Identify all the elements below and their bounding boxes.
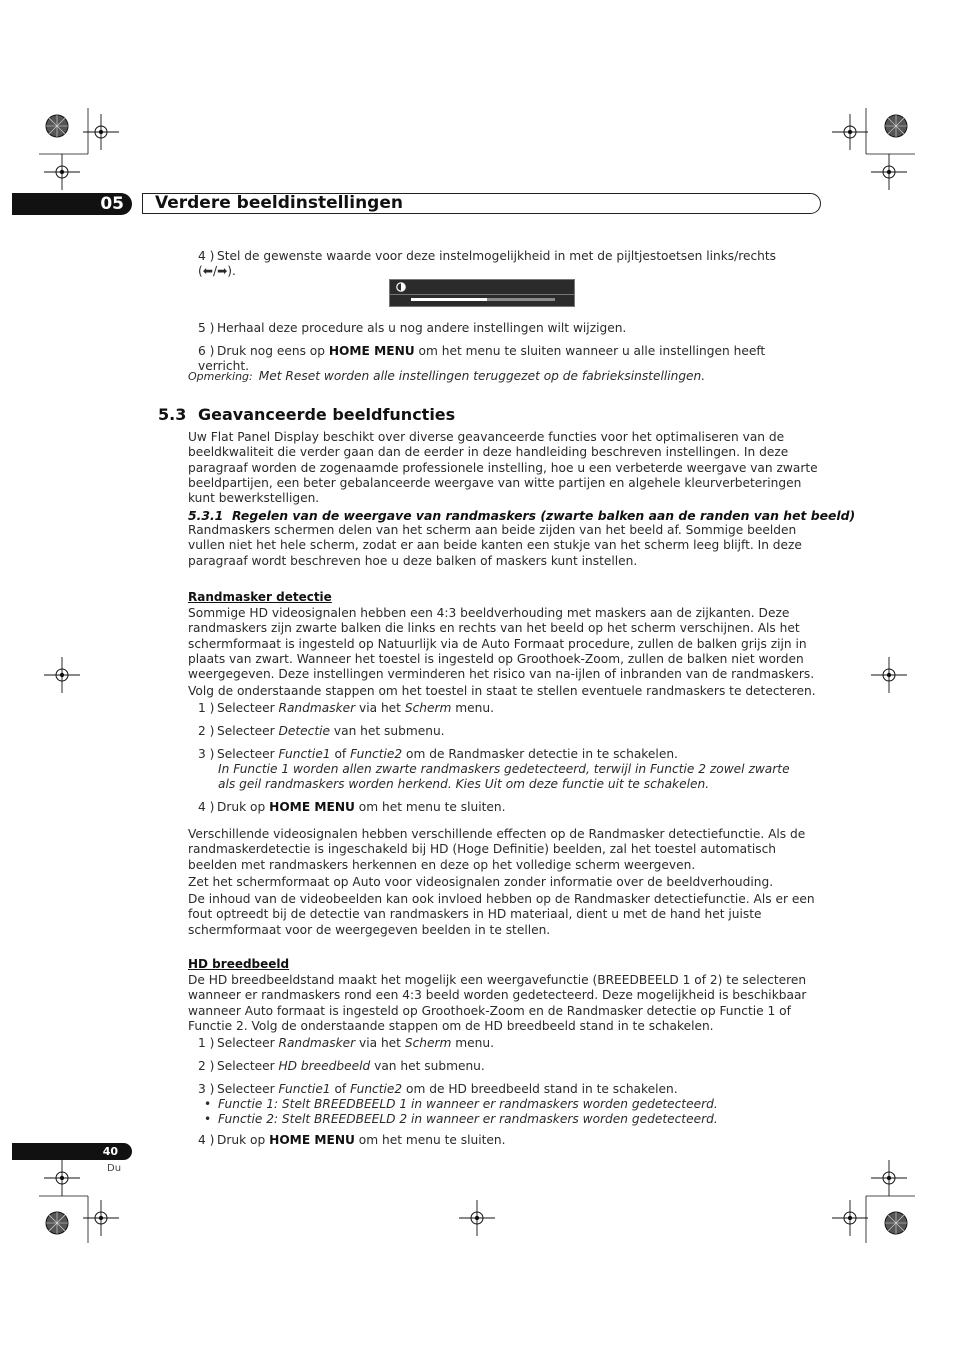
note-text: Met Reset worden alle instellingen teruggezet op de fabrieksinstellingen. [258, 369, 706, 383]
hd-paragraph-1: De HD breedbeeldstand maakt het mogelijk een weergavefunctie (BREEDBEELD 1 of 2) te selecteren wanneer er randmaskers rond een 4:3 beeld worden gedetecteerd. Deze mogelijkheid is beschikbaar wanneer Auto formaat is ingesteld op Groothoek-Zoom en de Randmasker detectie op Functie 1 of Functie 2. Volg de onderstaande stappen om de HD breedbeeld stand in te schakelen. [188, 973, 807, 1033]
step-6-close-menu: 6 ) Druk nog eens op HOME MENU om het menu te sluiten wanneer u alle instellingen heeft verricht. [198, 344, 766, 373]
hd-step-4: 4 ) Druk op HOME MENU om het menu te sluiten. [198, 1133, 506, 1147]
randmasker-paragraph-2: Volg de onderstaande stappen om het toestel in staat te stellen eventuele randmaskers te detecteren. [188, 684, 816, 698]
step-4-set-value: 4 ) Stel de gewenste waarde voor deze instelmogelijkheid in met de pijltjestoetsen links/rechts (⬅/➡). [198, 249, 777, 278]
randmasker-paragraph-1: Sommige HD videosignalen hebben een 4:3 beeldverhouding met maskers aan de zijkanten. Deze randmaskers zijn zwarte balken die links en rechts van het beeld op het scherm verschijnen. Als het schermformaat is ingesteld op Natuurlijk via de Auto Formaat procedure, zullen de balken grijs zijn in plaats van zwart. Wanneer het toestel is ingesteld op Groothoek-Zoom, zullen de balken niet worden weergegeven. Deze instellingen verminderen het risico van na-ijlen of inbranden van de randmaskers. [188, 606, 815, 682]
chapter-number-tab [12, 193, 132, 215]
page-number-tab [12, 1143, 132, 1160]
note [188, 369, 705, 383]
subsection-heading: 5.3.1 Regelen van de weergave van randmaskers (zwarte balken aan de randen van het beeld) [188, 508, 856, 523]
hd-bullet-functie-2: • Functie 2: Stelt BREEDBEELD 2 in wanneer er randmaskers worden gedetecteerd. [204, 1112, 718, 1126]
randmasker-heading: Randmasker detectie [188, 590, 332, 604]
note-label: Opmerking: [188, 370, 253, 383]
page-number: 40 [102, 1145, 118, 1158]
randmasker-step-3-note: In Functie 1 worden allen zwarte randmaskers gedetecteerd, terwijl in Functie 2 zowel zwarte als geil randmaskers worden herkend. Kies Uit om deze functie uit te schakelen. [218, 762, 790, 791]
randmasker-paragraph-4: Zet het schermformaat op Auto voor videosignalen zonder informatie over de beeldverhouding. [188, 875, 774, 889]
step-5-repeat: 5 ) Herhaal deze procedure als u nog andere instellingen wilt wijzigen. [198, 321, 627, 335]
slider-track [411, 298, 555, 301]
chapter-title: Verdere beeldinstellingen [155, 193, 403, 213]
randmasker-paragraph-5: De inhoud van de videobeelden kan ook invloed hebben op de Randmasker detectiefunctie. Als er een fout optreedt bij de detectie van randmaskers in HD materiaal, dient u met de hand het juiste schermformaat voor de weergegeven beelden in te stellen. [188, 892, 815, 937]
hd-step-2: 2 ) Selecteer HD breedbeeld van het submenu. [198, 1059, 485, 1073]
osd-contrast-slider [389, 279, 575, 307]
randmasker-step-1: 1 ) Selecteer Randmasker via het Scherm menu. [198, 701, 494, 715]
section-intro: Uw Flat Panel Display beschikt over diverse geavanceerde functies voor het optimaliseren van de beeldkwaliteit die verder gaan dan de eerder in deze handleiding beschreven instellingen. In deze paragraaf worden de zogenaamde professionele instelling, hoe u een verbeterde weergave van zwarte beeldpartijen, een beter gebalanceerde weergave van witte partijen en algehele kleurverbeteringen kunt bewerkstelligen. [188, 430, 818, 506]
randmasker-step-4: 4 ) Druk op HOME MENU om het menu te sluiten. [198, 800, 506, 814]
randmasker-step-2: 2 ) Selecteer Detectie van het submenu. [198, 724, 445, 738]
hd-step-3: 3 ) Selecteer Functie1 of Functie2 om de HD breedbeeld stand in te schakelen. [198, 1082, 678, 1096]
slider-fill [411, 298, 487, 301]
chapter-number: 05 [100, 194, 124, 214]
hd-bullet-functie-1: • Functie 1: Stelt BREEDBEELD 1 in wanneer er randmaskers worden gedetecteerd. [204, 1097, 718, 1111]
randmasker-paragraph-3: Verschillende videosignalen hebben verschillende effecten op de Randmasker detectiefunctie. Als de randmaskerdetectie is ingeschakeld bij HD (Hoge Definitie) beelden, zal het toestel automatisch beelden met randmaskers herkennen en deze op het volledige scherm weergeven. [188, 827, 806, 872]
subsection-intro: Randmaskers schermen delen van het scherm aan beide zijden van het beeld af. Sommige beelden vullen niet het hele scherm, zodat er aan beide kanten een stukje van het scherm leeg blijft. In deze paragraaf wordt beschreven hoe u deze balken of maskers kunt instellen. [188, 523, 802, 568]
language-code: Du [107, 1163, 122, 1174]
hd-step-1: 1 ) Selecteer Randmasker via het Scherm menu. [198, 1036, 494, 1050]
hd-breedbeeld-heading: HD breedbeeld [188, 957, 290, 971]
contrast-icon [396, 282, 406, 292]
randmasker-step-3: 3 ) Selecteer Functie1 of Functie2 om de Randmasker detectie in te schakelen. [198, 747, 678, 761]
section-heading: 5.3 Geavanceerde beeldfuncties [158, 405, 456, 424]
